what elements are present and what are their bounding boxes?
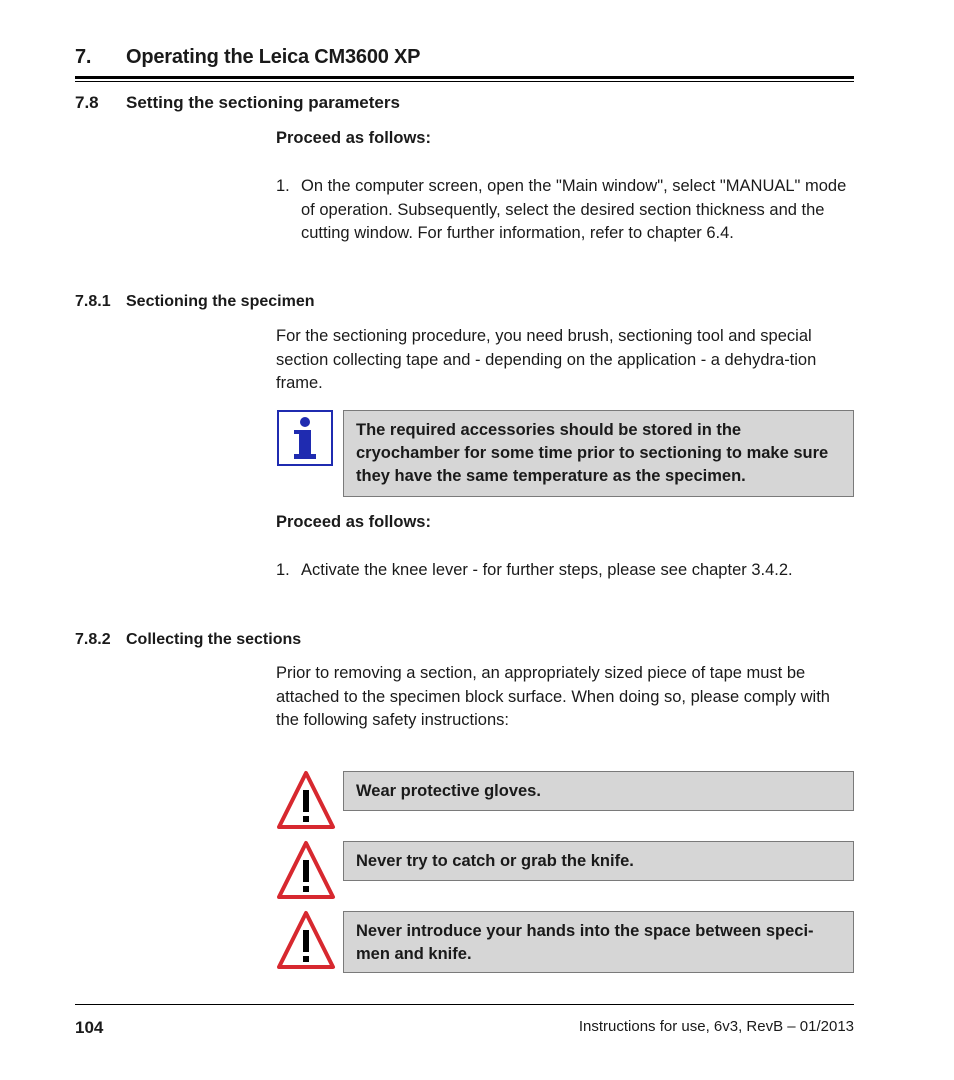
warning-text: Never try to catch or grab the knife. (356, 852, 634, 870)
info-icon (277, 410, 333, 466)
header-rule-thin (75, 81, 854, 82)
section-number: 7.8.1 (75, 293, 111, 310)
warning-box (343, 911, 854, 973)
proceed-label: Proceed as follows: (276, 513, 431, 531)
warning-box (343, 841, 854, 881)
chapter-title-text: Operating the Leica CM3600 XP (126, 46, 421, 68)
step-number: 1. (276, 177, 290, 195)
info-note-box (343, 410, 854, 497)
warning-icon (276, 840, 336, 900)
header-rule-thick (75, 76, 854, 79)
chapter-number: 7. (75, 46, 92, 68)
section-title-text: Collecting the sections (126, 631, 302, 648)
info-note-text: The required accessories should be stored in the cryochamber for some time prior to sectioning to make sure they have the same temperature as the specimen. (356, 421, 829, 485)
step-item (276, 559, 854, 583)
section-title-text: Setting the sectioning parameters (126, 93, 400, 112)
step-number: 1. (276, 561, 290, 579)
section-title-text: Sectioning the specimen (126, 293, 315, 310)
footer-rule (75, 1004, 854, 1005)
step-text: Activate the knee lever - for further steps, please see chapter 3.4.2. (301, 561, 793, 579)
step-text: On the computer screen, open the "Main window", select "MANUAL" mode of operation. Subsequently, select the desired section thickness and the cutting window. For further information, refer to chapter 6.4. (301, 177, 847, 242)
proceed-label: Proceed as follows: (276, 129, 431, 147)
section-number: 7.8.2 (75, 631, 111, 648)
chapter-title (75, 46, 420, 69)
paragraph: Prior to removing a section, an appropriately sized piece of tape must be attached to the specimen block surface. When doing so, please comply with the following safety instructions: (276, 664, 830, 729)
step-item (276, 175, 854, 246)
section-heading-7-8-2 (75, 631, 301, 649)
page-number: 104 (75, 1018, 104, 1037)
warning-icon (276, 910, 336, 970)
section-heading-7-8 (75, 93, 400, 113)
warning-box (343, 771, 854, 811)
warning-text: Never introduce your hands into the space between speci-men and knife. (356, 922, 814, 963)
paragraph: For the sectioning procedure, you need brush, sectioning tool and special section collecting tape and - depending on the application - a dehydra-tion frame. (276, 327, 817, 392)
section-heading-7-8-1 (75, 293, 314, 311)
warning-icon (276, 770, 336, 830)
section-number: 7.8 (75, 93, 99, 112)
footer-doc-info: Instructions for use, 6v3, RevB – 01/2013 (578, 1018, 854, 1035)
warning-text: Wear protective gloves. (356, 782, 541, 800)
